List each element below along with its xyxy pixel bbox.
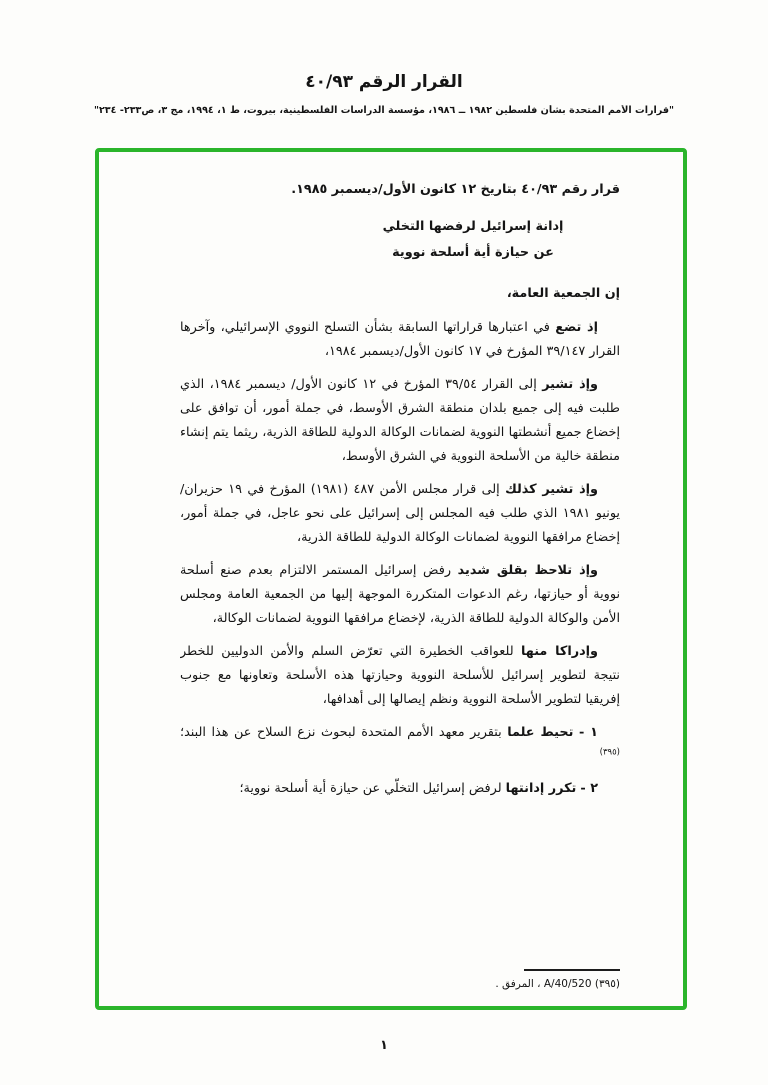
footnote-separator-rule <box>524 969 620 971</box>
preamble-text: إلى القرار ٣٩/٥٤ المؤرخ في ١٢ كانون الأول/ ديسمبر ١٩٨٤، الذي طلبت فيه إلى جميع بلدان منطقة الشرق الأوسط، في جملة أمور، أن توافق على إخضاع جميع أنشطتها النووية لضمانات الوكالة الدولية للطاقة الذرية، ريثما يتم إنشاء منطقة خالية من الأسلحة النووية في الشرق الأوسط، <box>180 377 620 464</box>
preamble-paragraph-3 <box>180 478 620 550</box>
preamble-lead: وإذ تشير <box>542 377 598 392</box>
operative-paragraph-2 <box>180 777 620 801</box>
resolution-ref-line: قرار رقم ٤٠/٩٣ بتاريخ ١٢ كانون الأول/ديسمبر ١٩٨٥. <box>291 182 620 197</box>
resolution-title-line2: عن حيازة أية أسلحة نووية <box>392 245 554 260</box>
highlight-box <box>95 148 687 1010</box>
page-title: القرار الرقم ٤٠/٩٣ <box>305 72 463 92</box>
page-number: ١ <box>380 1038 388 1053</box>
footnote-reference: (٣٩٥) <box>599 747 620 758</box>
resolution-body <box>180 178 620 963</box>
preamble-lead: إذ تضع <box>555 320 598 335</box>
footnote-text: (٣٩٥) A/40/520 ، المرفق . <box>495 978 620 990</box>
operative-text: بتقرير معهد الأمم المتحدة لبحوث نزع السلاح عن هذا البند؛ <box>180 725 508 740</box>
preamble-lead: وإذ تشير كذلك <box>505 482 599 497</box>
operative-text: لرفض إسرائيل التخلّي عن حيازة أية أسلحة نووية؛ <box>239 781 506 796</box>
preamble-paragraph-1 <box>180 316 620 364</box>
operative-paragraph-1 <box>180 721 620 769</box>
resolution-title <box>180 214 620 266</box>
preamble-text: للعواقب الخطيرة التي تعرّض السلم والأمن الدوليين للخطر نتيجة لتطوير إسرائيل للأسلحة النووية وحيازتها هذه الأسلحة وتعاونها مع جنوب إفريقيا لتطوير الأسلحة النووية ونظم إيصالها إلى أهدافها، <box>180 644 620 707</box>
preamble-lead: وإذ تلاحظ بقلق شديد <box>457 563 598 578</box>
operative-number: ١ - <box>578 725 598 740</box>
resolution-title-line1: إدانة إسرائيل لرفضها التخلي <box>382 219 564 234</box>
preamble-lead: وإدراكا منها <box>520 644 598 659</box>
operative-lead: تكرر إدانتها <box>505 781 577 796</box>
opening-phrase: إن الجمعية العامة، <box>506 286 620 301</box>
operative-lead: تحيط علما <box>507 725 574 740</box>
preamble-text: في اعتبارها قراراتها السابقة بشأن التسلح النووي الإسرائيلي، وآخرها القرار ٣٩/١٤٧ المؤرخ في ١٧ كانون الأول/ديسمبر ١٩٨٤، <box>180 320 620 359</box>
preamble-paragraph-5 <box>180 640 620 712</box>
operative-number: ٢ - <box>580 781 598 796</box>
preamble-text: رفض إسرائيل المستمر الالتزام بعدم صنع أسلحة نووية أو حيازتها، رغم الدعوات المتكررة الموجهة إليها من الجمعية العامة ومجلس الأمن والوكالة الدولية للطاقة الذرية، لإخضاع مرافقها النووية لضمانات الوكالة، <box>180 563 620 626</box>
preamble-text: إلى قرار مجلس الأمن ٤٨٧ (١٩٨١) المؤرخ في ١٩ حزيران/يونيو ١٩٨١ الذي طلب فيه المجلس إلى إسرائيل على نحو عاجل، في جملة أمور، إخضاع مرافقها النووية لضمانات الوكالة الدولية للطاقة الذرية، <box>180 482 620 545</box>
citation-line: "قرارات الأمم المتحدة بشأن فلسطين ١٩٨٢ ــ ١٩٨٦، مؤسسة الدراسات الفلسطينية، بيروت، ط ١، ١٩٩٤، مج ٣، ص٢٣٣- ٢٣٤" <box>93 105 675 116</box>
preamble-paragraph-4 <box>180 559 620 631</box>
preamble-paragraph-2 <box>180 373 620 469</box>
footnote-area <box>180 963 620 992</box>
resolution-content <box>99 152 683 1006</box>
